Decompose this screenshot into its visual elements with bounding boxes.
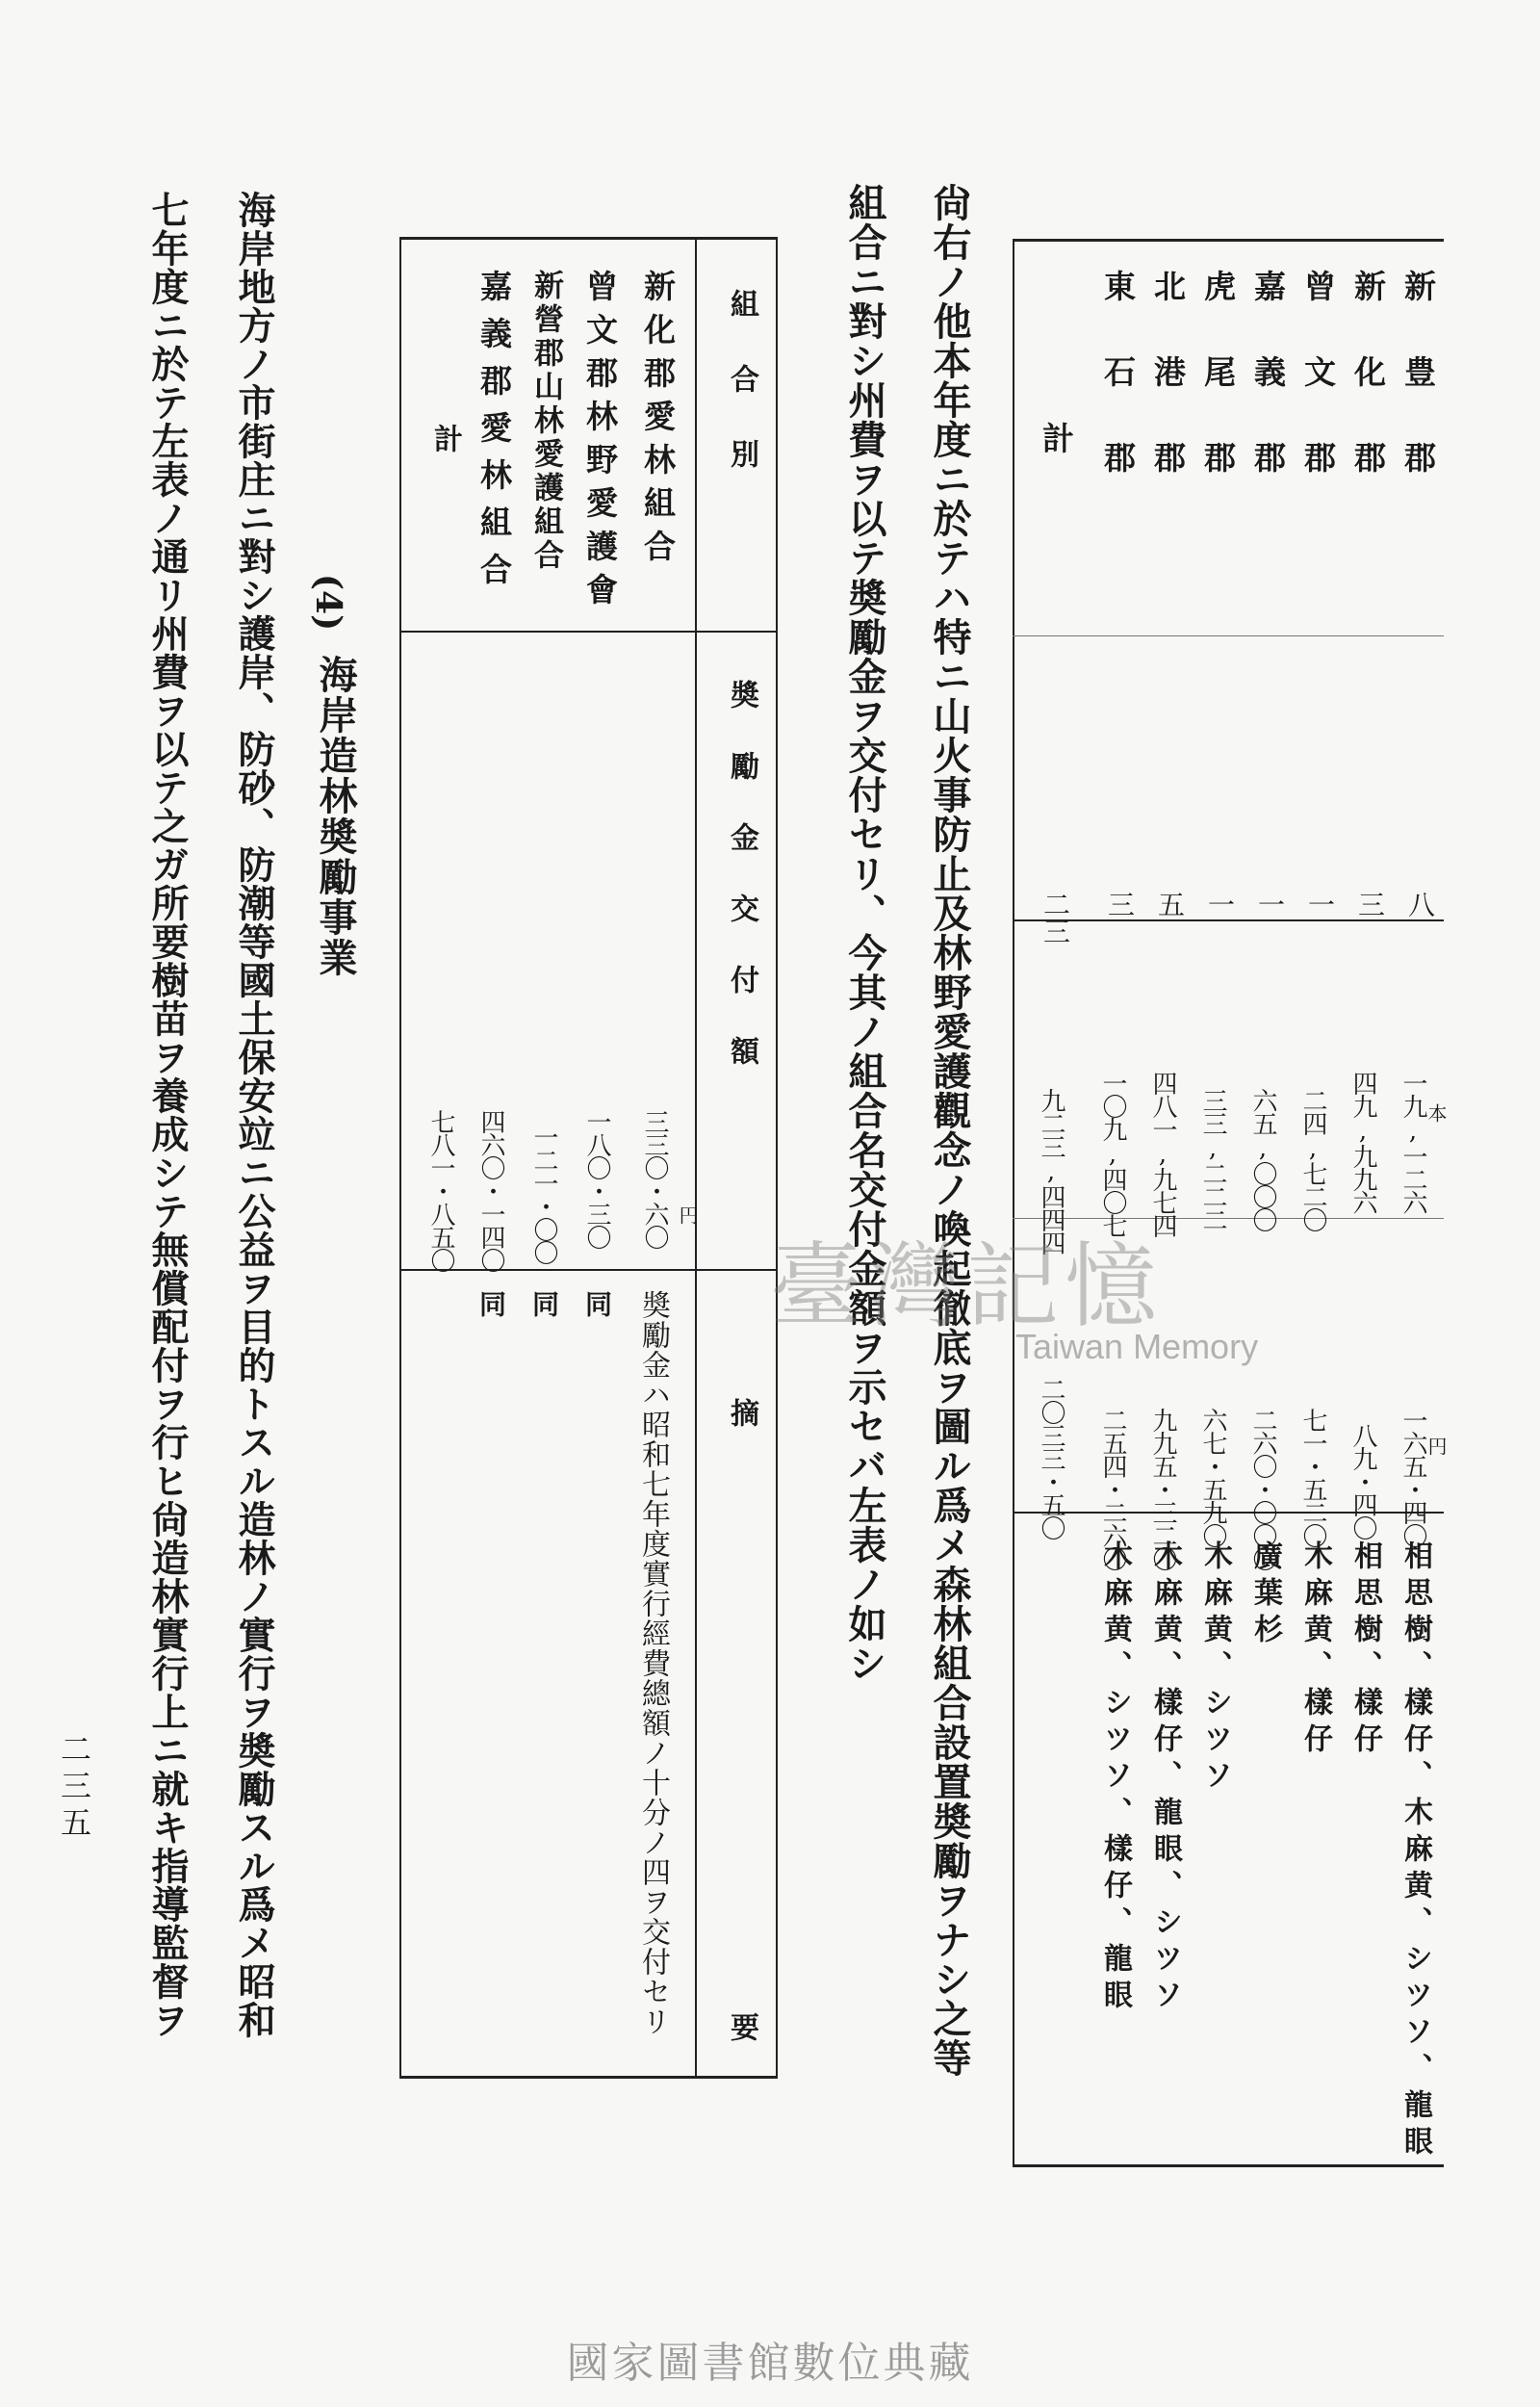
district-species: 相思樹、樣仔 — [1348, 1540, 1382, 1760]
district-amount: 二四,七二〇 — [1298, 1088, 1327, 1230]
watermark-cjk: 臺灣記憶 — [770, 1232, 1163, 1340]
table2-header-sep — [695, 237, 697, 2079]
paragraph-1-line-2: 組合ニ對シ州費ヲ以テ奬勵金ヲ交付セリ、今其ノ組合名交付金額ヲ示セバ左表ノ如シ — [842, 183, 887, 1683]
table2-header-note-2: 要 — [725, 2012, 758, 2041]
table2-total-amount: 七八一・八五〇 — [426, 1109, 455, 1271]
total-label: 計 — [1038, 422, 1075, 453]
table2-row-amount: 一八〇・三〇 — [582, 1109, 611, 1248]
table1-sep-2 — [1013, 919, 1444, 921]
table1-yen-mark: 円 — [1424, 1436, 1448, 1456]
district-amount: 六五,〇〇〇 — [1248, 1088, 1277, 1230]
table2-sep-1 — [399, 631, 778, 633]
table2-row-note: 奬勵金ハ昭和七年度實行經費總額ノ十分ノ四ヲ交付セリ — [636, 1290, 670, 2036]
table1-top-rule — [1013, 239, 1444, 242]
district-count: 八 — [1404, 891, 1436, 918]
table2-bottom-rule — [399, 2076, 778, 2079]
district-count: 一 — [1254, 891, 1286, 918]
district-count: 一 — [1304, 891, 1336, 918]
district-subsidy: 八九・四〇 — [1348, 1423, 1377, 1539]
district-subsidy: 七一・五二〇 — [1298, 1408, 1327, 1546]
district-species: 廣葉杉 — [1248, 1540, 1282, 1650]
table2-row-name: 新營郡山林愛護組合 — [528, 270, 563, 573]
district-subsidy: 一六五・四〇 — [1399, 1408, 1427, 1546]
district-count: 一 — [1204, 891, 1236, 918]
district-species: 木麻黄、シツソ、樣仔、龍眼 — [1098, 1540, 1132, 2016]
page-number: 二三五 — [56, 1733, 92, 1843]
district-subsidy: 二五四・二六〇 — [1098, 1408, 1127, 1569]
district-species: 木麻黄、シツソ — [1198, 1540, 1232, 1797]
table2-row-amount: 一二一・〇〇 — [529, 1125, 558, 1263]
table1-bottom-rule — [1013, 2164, 1444, 2167]
district-name: 曾文郡 — [1299, 270, 1337, 527]
table2-header-group: 組合別 — [725, 289, 758, 514]
district-amount: 四九,九九六 — [1348, 1071, 1377, 1213]
district-count: 五 — [1154, 891, 1186, 918]
district-name: 新化郡 — [1349, 270, 1387, 527]
section-number: (4) — [308, 574, 348, 632]
district-subsidy: 六七・五九〇 — [1198, 1408, 1227, 1546]
table2-top-rule — [399, 237, 778, 240]
table2-row-amount: 四六〇・一四〇 — [476, 1109, 505, 1271]
total-count: 二三 — [1040, 891, 1071, 945]
table2-row-note: 同 — [475, 1290, 507, 1317]
district-species: 相思樹、樣仔、木麻黄、シツソ、龍眼 — [1399, 1540, 1432, 2162]
watermark-en: Taiwan Memory — [1015, 1327, 1259, 1366]
district-name: 嘉義郡 — [1249, 270, 1287, 527]
district-species: 木麻黄、樣仔 — [1298, 1540, 1332, 1760]
table1-sep-1 — [1013, 635, 1444, 636]
district-amount: 一九,一二六 — [1399, 1071, 1427, 1213]
district-subsidy: 九九五・三二〇 — [1148, 1408, 1177, 1569]
district-count: 三 — [1104, 891, 1136, 918]
table2-total-label: 計 — [428, 424, 462, 453]
total-amount: 九二三,四四四 — [1037, 1088, 1065, 1254]
table2-row-name: 曾文郡林野愛護會 — [581, 270, 619, 616]
district-amount: 四八一,九七四 — [1148, 1071, 1177, 1236]
table2-row-name: 嘉義郡愛林組合 — [475, 270, 513, 600]
district-subsidy: 二六〇・〇〇〇 — [1248, 1408, 1277, 1569]
district-count: 三 — [1354, 891, 1386, 918]
district-name: 新豊郡 — [1399, 270, 1437, 527]
total-subsidy: 二〇三三・五〇 — [1037, 1377, 1065, 1539]
table1-left-rule — [1013, 239, 1014, 2167]
district-amount: 一〇九,四〇七 — [1098, 1071, 1127, 1236]
paragraph-2-line-2: 七年度ニ於テ左表ノ通リ州費ヲ以テ之ガ所要樹苗ヲ養成シテ無償配付ヲ行ヒ尙造林實行上ニ就キ指導監督ヲ — [145, 191, 190, 2039]
district-amount: 三三,二二二 — [1198, 1088, 1227, 1230]
table2-yen-mark: 円 — [676, 1205, 699, 1225]
table2-left-rule — [399, 237, 401, 2079]
table2-row-note: 同 — [528, 1290, 560, 1317]
district-name: 虎尾郡 — [1199, 270, 1237, 527]
section-title: 海岸造林奬勵事業 — [313, 655, 358, 978]
district-species: 木麻黄、樣仔、龍眼、シツソ — [1148, 1540, 1182, 2016]
library-footer: 國家圖書館數位典藏 — [566, 2339, 974, 2388]
table2-header-note-1: 摘 — [725, 1398, 758, 1427]
table2-row-amount: 三三〇・六〇 — [640, 1109, 669, 1248]
table2-row-note: 同 — [581, 1290, 613, 1317]
table2-right-rule — [776, 237, 778, 2079]
district-name: 北港郡 — [1149, 270, 1187, 527]
table2-row-name: 新化郡愛林組合 — [639, 270, 677, 573]
paragraph-2-line-1: 海岸地方ノ市街庄ニ對シ護岸、防砂、防潮等國土保安竝ニ公益ヲ目的トスル造林ノ實行ヲ奬勵スル爲メ昭和 — [232, 191, 276, 2039]
table1-unit-mark: 本 — [1424, 1103, 1448, 1123]
table2-header-amount: 奬勵金交付額 — [725, 680, 758, 1107]
district-name: 東石郡 — [1099, 270, 1137, 527]
paragraph-1-line-1: 尙右ノ他本年度ニ於テハ特ニ山火事防止及林野愛護觀念ノ喚起徹底ヲ圖ル爲メ森林組合設置奬勵ヲナシ之等 — [927, 183, 972, 2078]
